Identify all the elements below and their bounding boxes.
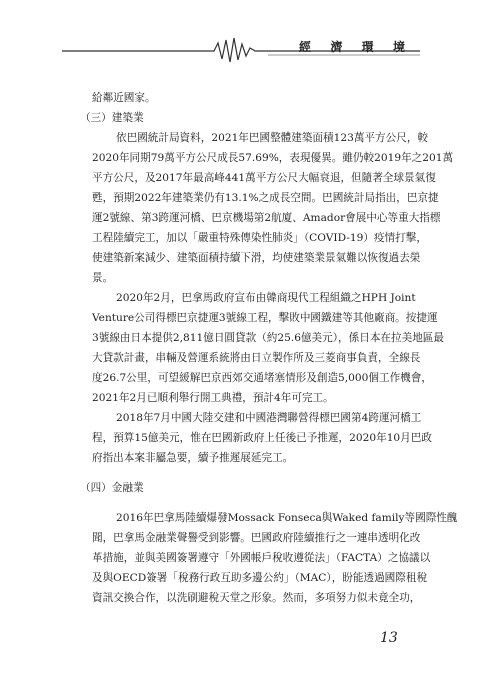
body-line: 度26.7公里，可望緩解巴京西郊交通堵塞情形及創造5,000個工作機會， (92, 372, 432, 384)
body-line: Venture公司得標巴京捷運3號線工程，擊敗中國鐵建等其他廠商。按捷運 (92, 312, 438, 324)
body-line: 3號線由日本提供2,811億日圓貸款（約25.6億美元），係日本在拉美地區最 (92, 332, 444, 344)
body-line: 平方公尺，及2017年最高峰441萬平方公尺大幅衰退，但隨著全球景氣復 (92, 172, 436, 184)
body-line: 2021年2月已順利舉行開工典禮，預計4年可完工。 (92, 392, 334, 404)
body-line: 2020年2月，巴拿馬政府宣布由韓商現代工程組織之HPH Joint (116, 292, 416, 304)
body-line: 使建築新案減少、建築面積持續下滑，均使建築業景氣難以恢復過去榮 (92, 252, 421, 264)
body-line: 2018年7月中國大陸交建和中國港灣聯營得標巴國第4跨運河橋工 (116, 412, 422, 424)
header-char: 環 (361, 40, 374, 54)
body-line: 依巴國統計局資料，2021年巴國整體建築面積123萬平方公尺，較 (116, 132, 429, 144)
body-line: 聞，巴拿馬金融業聲譽受到影響。巴國政府陸續推行之一連串透明化改 (92, 532, 421, 544)
body-line: 給鄰近國家。 (92, 92, 156, 104)
header-char: 經 (299, 40, 312, 54)
section-heading-construction: （三）建築業 (80, 112, 144, 124)
body-line: 2020年同期79萬平方公尺成長57.69%，表現優異。雖仍較2019年之201萬 (92, 152, 454, 164)
body-line: 2016年巴拿馬陸續爆發Mossack Fonseca與Waked family等國際性醜 (116, 512, 458, 524)
body-line: 甦，預期2022年建築業仍有13.1%之成長空間。巴國統計局指出，巴京捷 (92, 192, 439, 204)
header-char: 濟 (330, 40, 343, 54)
body-line: 及與OECD簽署「稅務行政互助多邊公約」（MAC），盼能透過國際租稅 (92, 572, 428, 584)
body-line: 資訊交換合作，以洗刷避稅天堂之形象。然而，多項努力似未竟全功， (92, 592, 421, 604)
body-line: 府指出本案非屬急要，續予推遲展延完工。 (92, 452, 294, 464)
body-line: 程，預算15億美元，惟在巴國新政府上任後已予推遲，2020年10月巴政 (92, 432, 432, 444)
body-line: 景。 (92, 272, 114, 284)
body-line: 大貸款計畫，串輛及營運系統將由日立製作所及三菱商事負責，全線長 (92, 352, 421, 364)
body-line: 工程陸續完工，加以「嚴重特殊傳染性肺炎」（COVID-19）疫情打擊， (92, 232, 427, 244)
section-heading-finance: （四）金融業 (80, 482, 144, 494)
body-line: 革措施，並與美國簽署遵守「外國帳戶稅收遵從法」（FACTA）之協議以 (92, 552, 431, 564)
page-number: 13 (380, 630, 398, 646)
body-line: 運2號線、第3跨運河橋、巴京機場第2航廈、Amador會展中心等重大指標 (92, 212, 441, 224)
header-char: 境 (392, 40, 405, 54)
